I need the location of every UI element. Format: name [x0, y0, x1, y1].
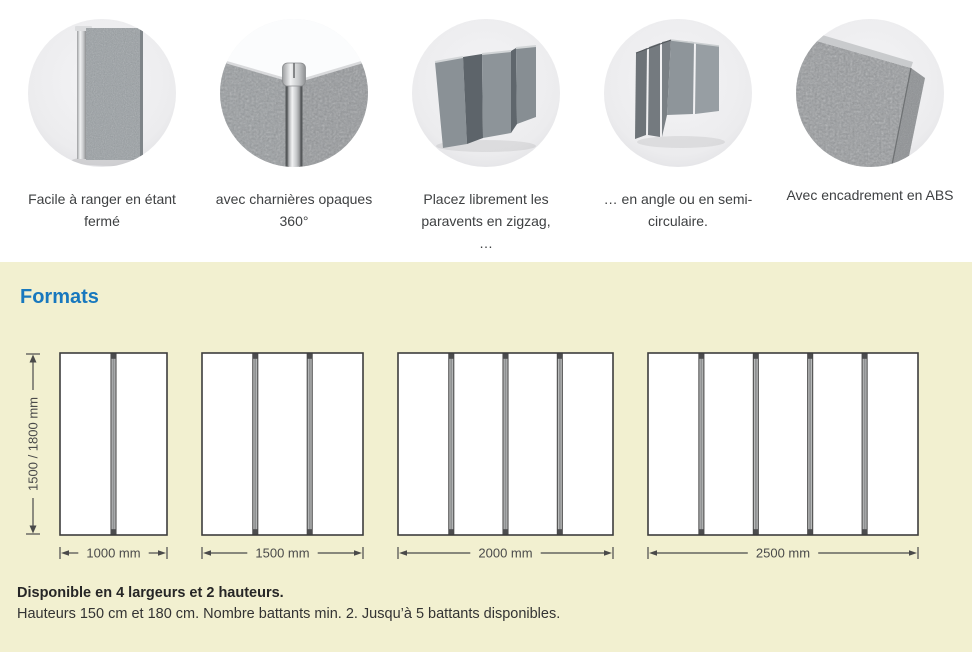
panel-drawing	[397, 352, 614, 536]
zigzag-arrangement-image	[411, 18, 561, 168]
hinge-corner-illustration	[219, 18, 369, 168]
width-dimension-label: 1000 mm	[86, 545, 141, 561]
format-variant	[201, 352, 364, 562]
hinge-corner-image	[219, 18, 369, 168]
panel-drawing	[59, 352, 168, 536]
width-dimension-label: 2500 mm	[755, 545, 811, 561]
feature-caption: Facile à ranger en étant fermé	[28, 191, 176, 229]
width-dimension	[201, 544, 364, 562]
format-variant	[397, 352, 614, 562]
angle-arrangement-image	[603, 18, 753, 168]
width-dimension-label: 2000 mm	[478, 545, 533, 561]
feature-item-closed-screen	[6, 18, 198, 262]
feature-caption: Placez librement les paravents en zigzag, …	[421, 191, 551, 251]
features-section	[0, 0, 972, 262]
feature-item-zigzag	[390, 18, 582, 262]
feature-item-abs-frame	[774, 18, 966, 262]
width-dimension	[59, 544, 168, 562]
feature-caption: avec charnières opaques 360°	[215, 191, 373, 229]
formats-heading: Formats	[20, 286, 99, 308]
angle-illustration	[603, 18, 753, 168]
formats-note-bold: Disponible en 4 largeurs et 2 hauteurs.	[17, 585, 284, 601]
height-dimension-label: 1500 / 1800 mm	[25, 397, 41, 491]
formats-section	[0, 262, 972, 652]
feature-item-hinge	[198, 18, 390, 262]
feature-caption: … en angle ou en semi-circulaire.	[603, 191, 753, 229]
height-dimension-drawing	[16, 352, 54, 536]
width-dimension	[647, 544, 919, 562]
formats-note-regular: Hauteurs 150 cm et 180 cm. Nombre battants min. 2. Jusqu’à 5 battants disponibles.	[17, 606, 561, 622]
feature-caption: Avec encadrement en ABS	[786, 187, 954, 203]
abs-frame-image	[795, 18, 945, 168]
height-dimension	[16, 352, 54, 541]
panel-drawing	[201, 352, 364, 536]
closed-screen-illustration	[27, 18, 177, 168]
width-dimension-label: 1500 mm	[255, 545, 310, 561]
feature-item-angle	[582, 18, 774, 262]
closed-screen-image	[27, 18, 177, 168]
zigzag-illustration	[411, 18, 561, 168]
format-variant	[647, 352, 919, 562]
panel-drawing	[647, 352, 919, 536]
abs-frame-illustration	[795, 18, 945, 168]
format-variant	[59, 352, 168, 562]
formats-row	[0, 352, 972, 562]
width-dimension	[397, 544, 614, 562]
